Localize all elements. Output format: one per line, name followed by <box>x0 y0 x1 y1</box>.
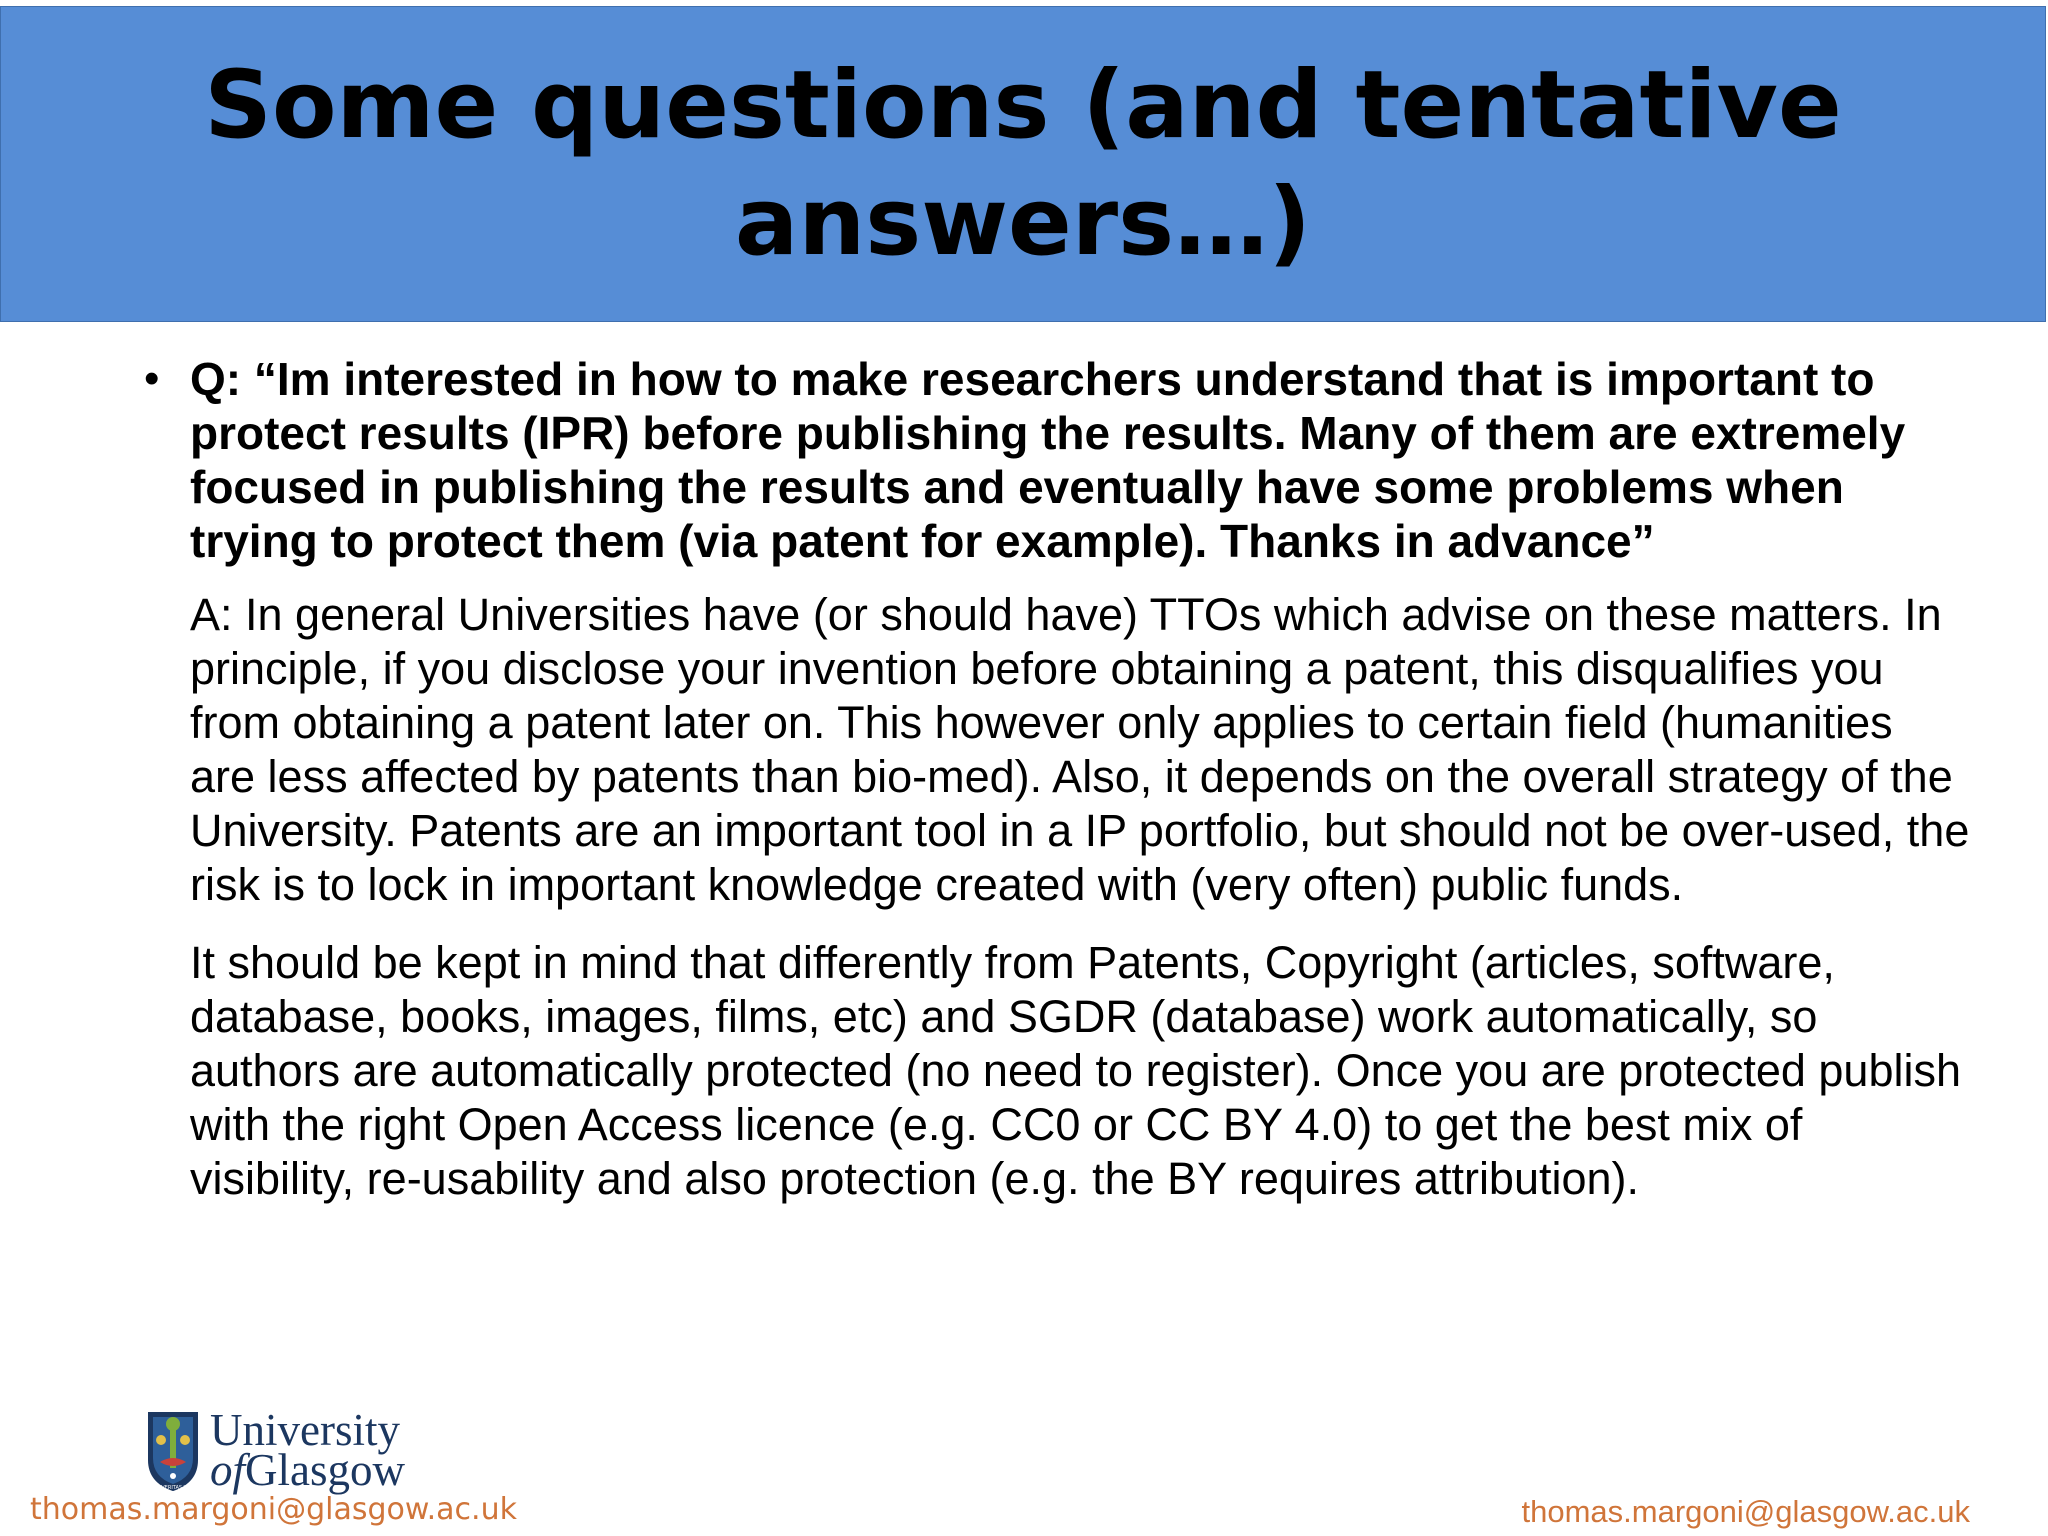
answer-paragraph-2: It should be kept in mind that differently from Patents, Copyright (articles, software, database, books, images, films, etc) and SGDR (database) work automatically, so authors are automatically protected (no need to register). Once you are protected publish with the right Open Access licence (e.g. CC0 or CC BY 4.0) to get the best mix of visibility, re-usability and also protection (e.g. the BY requires attribution). <box>190 937 1961 1204</box>
crest-motto: VIA VERITAS VITA <box>151 1485 195 1491</box>
slide-title: Some questions (and tentative answers…) <box>204 51 1842 277</box>
university-logo <box>146 1405 405 1495</box>
slide-content <box>144 352 1970 1206</box>
logo-line-glasgow <box>210 1445 405 1495</box>
footer-email-left: thomas.margoni@glasgow.ac.uk <box>30 1492 517 1527</box>
bullet-item <box>144 352 1970 1206</box>
logo-wordmark <box>210 1405 405 1495</box>
logo-of: of <box>210 1445 246 1495</box>
answer-paragraph-1: A: In general Universities have (or should have) TTOs which advise on these matters. In principle, if you disclose your invention before obtaining a patent, this disqualifies you from obtaining a patent later on. This however only applies to certain field (humanities are less affected by patents than bio-med). Also, it depends on the overall strategy of the University. Patents are an important tool in a IP portfolio, but should not be over-used, the risk is to lock in important knowledge created with (very often) public funds. <box>190 589 1970 910</box>
question-text: Q: “Im interested in how to make researchers understand that is important to protect results (IPR) before publishing the results. Many of them are extremely focused in publishing the results and eventually have some problems when trying to protect them (via patent for example). Thanks in advance” <box>190 353 1906 567</box>
logo-glasgow: Glasgow <box>245 1445 405 1495</box>
bullet-dot: • <box>144 354 160 403</box>
footer-email-right: thomas.margoni@glasgow.ac.uk <box>1521 1494 1970 1529</box>
title-bar <box>0 6 2046 322</box>
logo-line-university: University <box>210 1405 400 1455</box>
university-crest-icon <box>146 1410 200 1492</box>
